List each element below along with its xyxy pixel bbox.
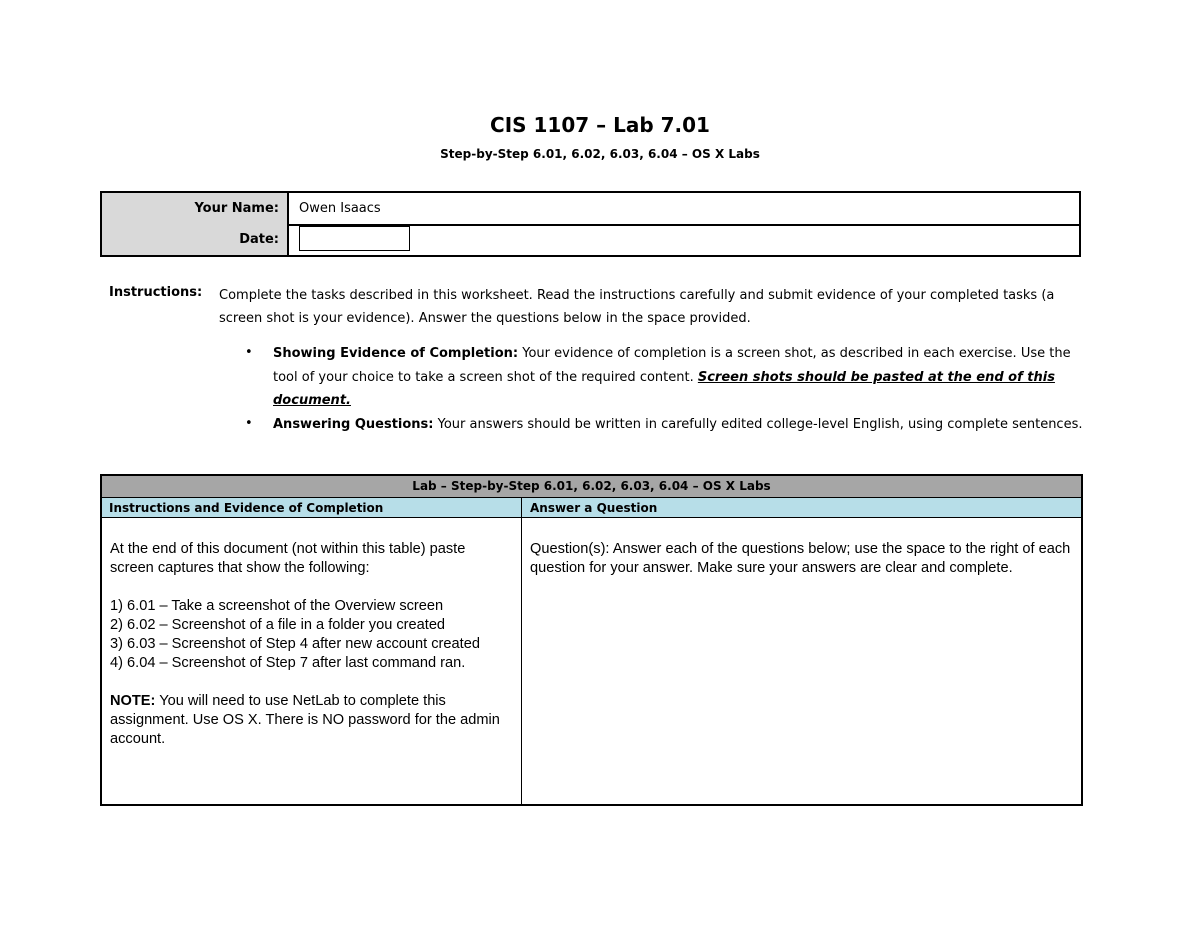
bullet-evidence-text: Your evidence of completion is a screen shot, as described in each exercise. Use the tool of your choice to take a screen shot of the required content. (273, 346, 1071, 385)
list-item: 2) 6.02 – Screenshot of a file in a folder you created (110, 617, 446, 633)
page-title: CIS 1107 – Lab 7.01 (490, 113, 710, 137)
lab-table-heading: Lab – Step-by-Step 6.01, 6.02, 6.03, 6.04 – OS X Labs (102, 476, 1081, 498)
bullet-icon: • (245, 416, 253, 431)
column-header-answer: Answer a Question (522, 498, 1081, 518)
bullet-questions-title: Answering Questions: (273, 417, 434, 432)
name-row (102, 193, 1079, 226)
instructions-cell (110, 540, 512, 749)
list-item: 1) 6.01 – Take a screenshot of the Overview screen (110, 598, 444, 614)
bullet-evidence-emphasis: Screen shots should be pasted at the end of this document. (273, 369, 1055, 408)
page-subtitle: Step-by-Step 6.01, 6.02, 6.03, 6.04 – OS X Labs (440, 147, 760, 161)
list-item: 3) 6.03 – Screenshot of Step 4 after new account created (110, 636, 480, 652)
date-label: Date: (102, 224, 289, 255)
bullet-evidence-title: Showing Evidence of Completion: (273, 346, 519, 361)
student-info-table (100, 191, 1081, 257)
instructions-intro: At the end of this document (not within this table) paste screen captures that show the following: (110, 541, 466, 576)
answer-cell[interactable] (530, 540, 1075, 578)
name-label: Your Name: (102, 193, 289, 224)
instructions-label: Instructions: (109, 285, 203, 300)
lab-table (100, 474, 1083, 806)
date-field[interactable] (299, 226, 410, 251)
bullet-icon: • (245, 345, 253, 360)
column-divider (521, 518, 522, 804)
note-text: You will need to use NetLab to complete this assignment. Use OS X. There is NO password for the admin account. (110, 693, 500, 747)
bullet-questions-text: Your answers should be written in carefully edited college-level English, using complete sentences. (433, 417, 1083, 432)
question-text: Question(s): Answer each of the questions below; use the space to the right of each question for your answer. Make sure your answers are clear and complete. (530, 541, 1071, 576)
bullet-evidence (273, 342, 1083, 413)
note (110, 692, 512, 749)
bullet-questions (273, 413, 1083, 437)
note-label: NOTE: (110, 693, 156, 709)
list-item: 4) 6.04 – Screenshot of Step 7 after last command ran. (110, 655, 466, 671)
column-header-instructions: Instructions and Evidence of Completion (102, 498, 522, 518)
name-field[interactable]: Owen Isaacs (299, 201, 381, 216)
date-row (102, 224, 1079, 255)
instructions-text: Complete the tasks described in this worksheet. Read the instructions carefully and submit evidence of your completed tasks (a screen shot is your evidence). Answer the questions below in the space provided. (219, 288, 1055, 326)
